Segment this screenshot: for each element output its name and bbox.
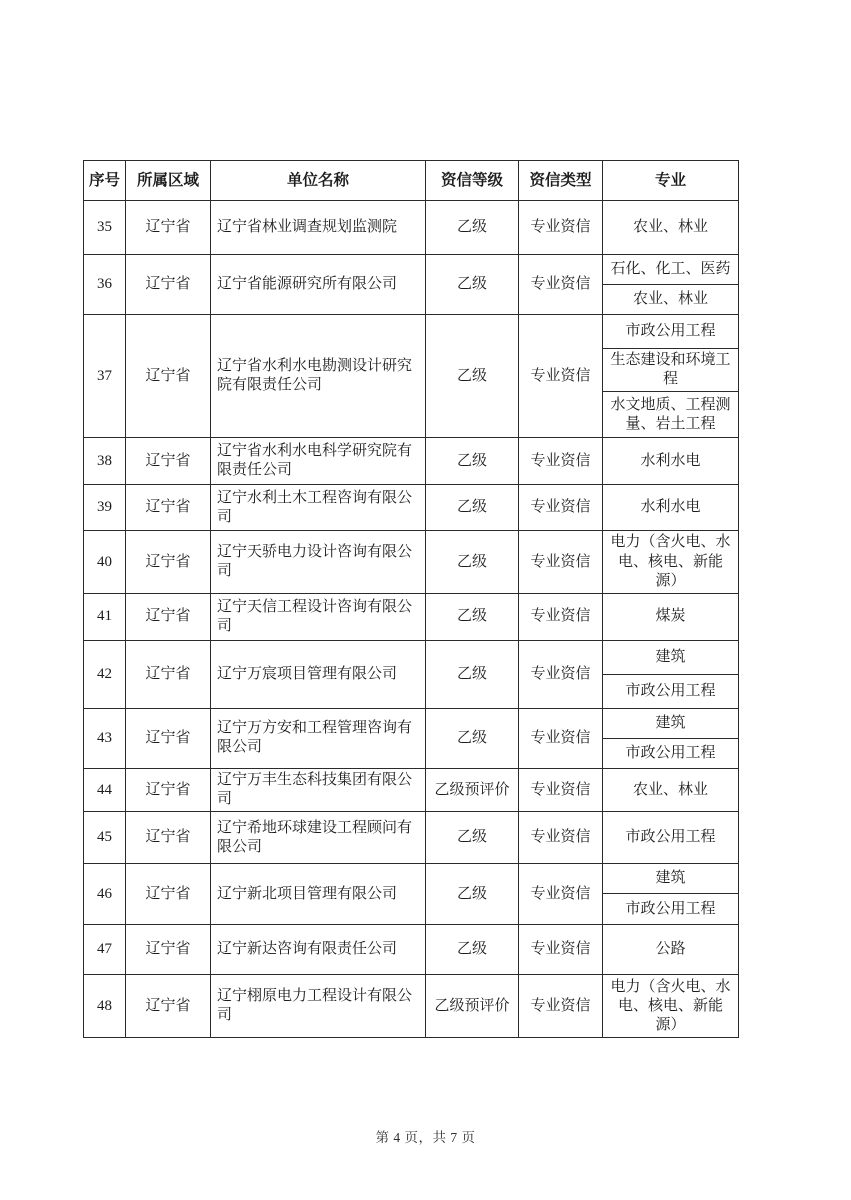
cell-specialty: 市政公用工程 <box>603 738 739 768</box>
table-header <box>84 161 739 201</box>
table-row <box>84 708 739 738</box>
cell-region: 辽宁省 <box>126 768 211 811</box>
table-row <box>84 864 739 894</box>
cell-specialty: 市政公用工程 <box>603 812 739 864</box>
cell-credit-rating: 乙级 <box>426 708 519 768</box>
table-row <box>84 975 739 1038</box>
column-header: 专业 <box>603 161 739 201</box>
table-row <box>84 812 739 864</box>
cell-region: 辽宁省 <box>126 864 211 925</box>
column-header: 单位名称 <box>211 161 426 201</box>
table-row <box>84 255 739 285</box>
cell-company-name: 辽宁新达咨询有限责任公司 <box>211 925 426 975</box>
cell-serial-number: 48 <box>84 975 126 1038</box>
cell-credit-rating: 乙级 <box>426 531 519 594</box>
cell-credit-rating: 乙级 <box>426 438 519 485</box>
cell-region: 辽宁省 <box>126 315 211 438</box>
cell-credit-rating: 乙级 <box>426 925 519 975</box>
cell-credit-type: 专业资信 <box>519 201 603 255</box>
column-header: 资信类型 <box>519 161 603 201</box>
credit-rating-table <box>83 160 739 1038</box>
cell-specialty: 煤炭 <box>603 593 739 640</box>
cell-serial-number: 35 <box>84 201 126 255</box>
cell-credit-type: 专业资信 <box>519 593 603 640</box>
cell-region: 辽宁省 <box>126 708 211 768</box>
cell-serial-number: 37 <box>84 315 126 438</box>
cell-region: 辽宁省 <box>126 640 211 708</box>
cell-specialty: 电力（含火电、水电、核电、新能源） <box>603 975 739 1038</box>
cell-specialty: 建筑 <box>603 708 739 738</box>
cell-region: 辽宁省 <box>126 975 211 1038</box>
cell-company-name: 辽宁天骄电力设计咨询有限公司 <box>211 531 426 594</box>
cell-region: 辽宁省 <box>126 255 211 315</box>
cell-company-name: 辽宁希地环球建设工程顾问有限公司 <box>211 812 426 864</box>
cell-credit-rating: 乙级 <box>426 864 519 925</box>
cell-specialty: 电力（含火电、水电、核电、新能源） <box>603 531 739 594</box>
cell-credit-type: 专业资信 <box>519 925 603 975</box>
cell-company-name: 辽宁省能源研究所有限公司 <box>211 255 426 315</box>
cell-serial-number: 46 <box>84 864 126 925</box>
cell-company-name: 辽宁省林业调查规划监测院 <box>211 201 426 255</box>
cell-serial-number: 42 <box>84 640 126 708</box>
cell-serial-number: 39 <box>84 485 126 531</box>
cell-credit-rating: 乙级预评价 <box>426 975 519 1038</box>
cell-credit-rating: 乙级 <box>426 315 519 438</box>
cell-credit-type: 专业资信 <box>519 708 603 768</box>
cell-serial-number: 38 <box>84 438 126 485</box>
cell-serial-number: 45 <box>84 812 126 864</box>
cell-credit-type: 专业资信 <box>519 864 603 925</box>
cell-credit-rating: 乙级 <box>426 485 519 531</box>
cell-specialty: 市政公用工程 <box>603 674 739 708</box>
cell-specialty: 农业、林业 <box>603 285 739 315</box>
cell-specialty: 水利水电 <box>603 438 739 485</box>
cell-specialty: 市政公用工程 <box>603 894 739 925</box>
table-row <box>84 485 739 531</box>
cell-credit-type: 专业资信 <box>519 812 603 864</box>
cell-credit-rating: 乙级预评价 <box>426 768 519 811</box>
table-row <box>84 438 739 485</box>
cell-company-name: 辽宁水利土木工程咨询有限公司 <box>211 485 426 531</box>
cell-region: 辽宁省 <box>126 593 211 640</box>
column-header: 序号 <box>84 161 126 201</box>
cell-region: 辽宁省 <box>126 201 211 255</box>
cell-specialty: 水文地质、工程测量、岩土工程 <box>603 392 739 438</box>
table-row <box>84 201 739 255</box>
cell-company-name: 辽宁万宸项目管理有限公司 <box>211 640 426 708</box>
cell-credit-type: 专业资信 <box>519 255 603 315</box>
table-row <box>84 640 739 674</box>
cell-credit-rating: 乙级 <box>426 201 519 255</box>
cell-credit-type: 专业资信 <box>519 768 603 811</box>
cell-credit-type: 专业资信 <box>519 438 603 485</box>
cell-company-name: 辽宁万方安和工程管理咨询有限公司 <box>211 708 426 768</box>
column-header: 所属区域 <box>126 161 211 201</box>
cell-credit-rating: 乙级 <box>426 593 519 640</box>
cell-region: 辽宁省 <box>126 531 211 594</box>
cell-company-name: 辽宁栩原电力工程设计有限公司 <box>211 975 426 1038</box>
cell-specialty: 生态建设和环境工程 <box>603 349 739 392</box>
cell-credit-type: 专业资信 <box>519 640 603 708</box>
cell-serial-number: 36 <box>84 255 126 315</box>
cell-region: 辽宁省 <box>126 925 211 975</box>
table-row <box>84 768 739 811</box>
cell-specialty: 公路 <box>603 925 739 975</box>
table-row <box>84 531 739 594</box>
cell-specialty: 农业、林业 <box>603 768 739 811</box>
cell-credit-rating: 乙级 <box>426 255 519 315</box>
cell-specialty: 市政公用工程 <box>603 315 739 349</box>
page-number: 第 4 页，共 7 页 <box>375 1130 476 1145</box>
cell-credit-rating: 乙级 <box>426 640 519 708</box>
cell-company-name: 辽宁省水利水电勘测设计研究院有限责任公司 <box>211 315 426 438</box>
cell-serial-number: 41 <box>84 593 126 640</box>
cell-region: 辽宁省 <box>126 485 211 531</box>
table-row <box>84 925 739 975</box>
cell-credit-rating: 乙级 <box>426 812 519 864</box>
cell-company-name: 辽宁天信工程设计咨询有限公司 <box>211 593 426 640</box>
cell-specialty: 石化、化工、医药 <box>603 255 739 285</box>
table-row <box>84 593 739 640</box>
cell-credit-type: 专业资信 <box>519 531 603 594</box>
cell-credit-type: 专业资信 <box>519 975 603 1038</box>
cell-specialty: 农业、林业 <box>603 201 739 255</box>
cell-serial-number: 47 <box>84 925 126 975</box>
cell-specialty: 建筑 <box>603 864 739 894</box>
table-row <box>84 315 739 349</box>
cell-region: 辽宁省 <box>126 438 211 485</box>
cell-serial-number: 40 <box>84 531 126 594</box>
cell-specialty: 建筑 <box>603 640 739 674</box>
cell-region: 辽宁省 <box>126 812 211 864</box>
cell-credit-type: 专业资信 <box>519 485 603 531</box>
column-header: 资信等级 <box>426 161 519 201</box>
cell-credit-type: 专业资信 <box>519 315 603 438</box>
cell-specialty: 水利水电 <box>603 485 739 531</box>
cell-company-name: 辽宁万丰生态科技集团有限公司 <box>211 768 426 811</box>
cell-serial-number: 43 <box>84 708 126 768</box>
cell-company-name: 辽宁省水利水电科学研究院有限责任公司 <box>211 438 426 485</box>
cell-serial-number: 44 <box>84 768 126 811</box>
cell-company-name: 辽宁新北项目管理有限公司 <box>211 864 426 925</box>
